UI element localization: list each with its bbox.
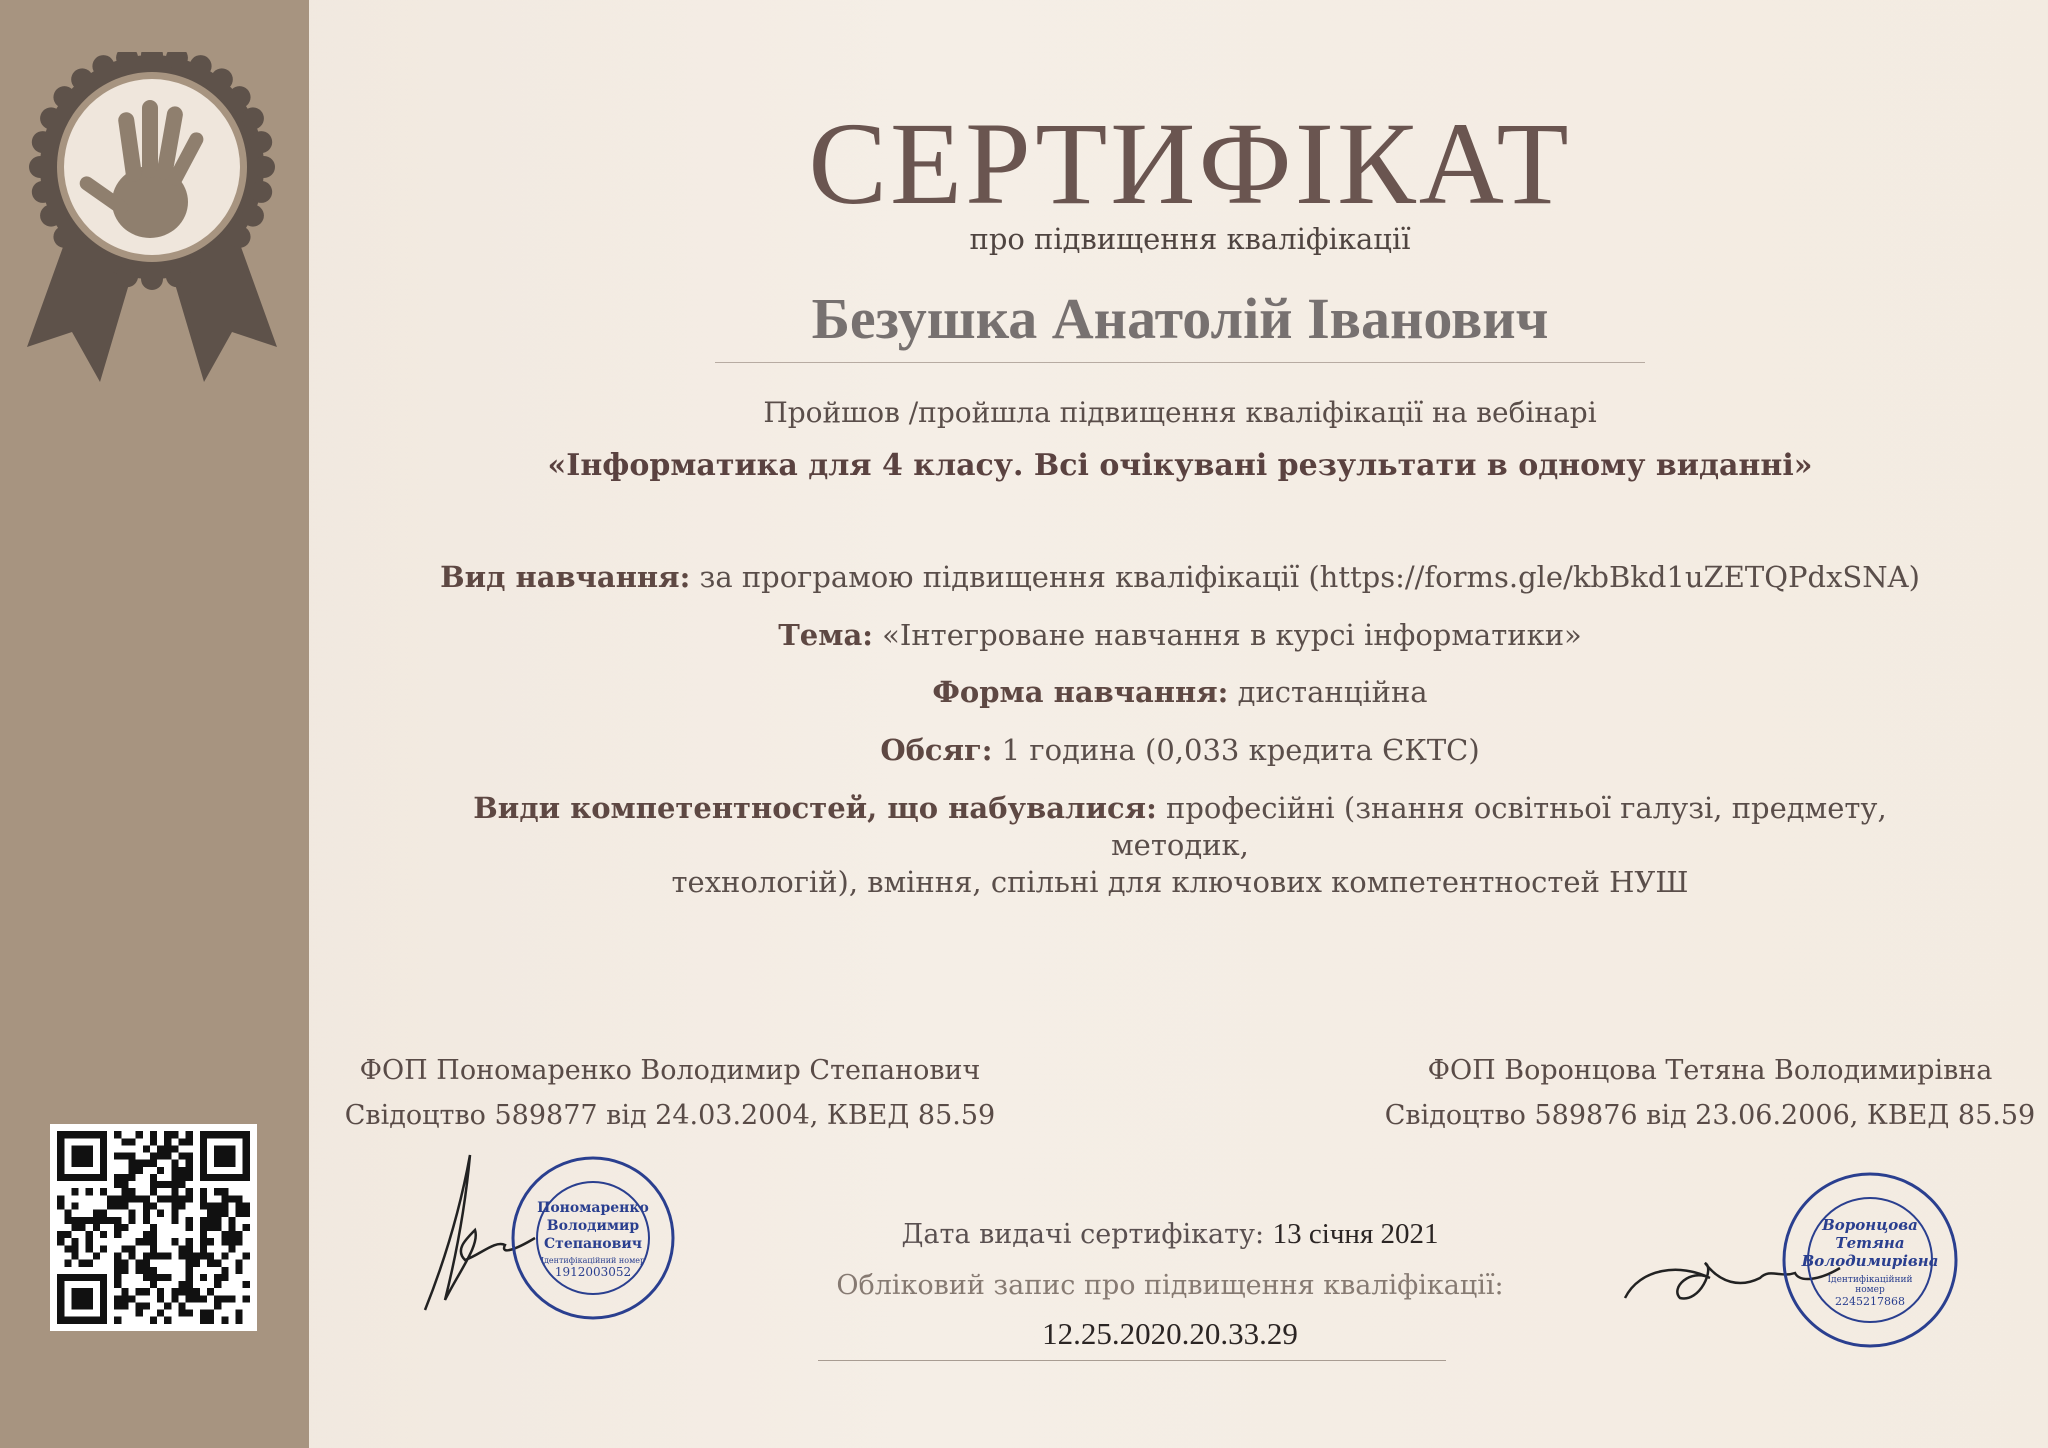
svg-text:Володимирівна: Володимирівна — [1801, 1252, 1939, 1270]
issue-date — [800, 1218, 1540, 1251]
svg-text:Ідентифікаційний номер: Ідентифікаційний номер — [540, 1256, 646, 1265]
topic-label: Тема: — [778, 618, 873, 652]
issuer-left-certificate: Свідоцтво 589877 від 24.03.2004, КВЕД 85.59 — [344, 1100, 996, 1131]
issuer-right-name: ФОП Воронцова Тетяна Володимирівна — [1427, 1055, 1993, 1086]
svg-text:Пономаренко: Пономаренко — [537, 1200, 649, 1216]
issue-date-value: 13 січня 2021 — [1272, 1218, 1439, 1250]
training-form-row — [410, 675, 1950, 709]
issuer-left-name: ФОП Пономаренко Володимир Степанович — [359, 1055, 981, 1086]
record-label: Обліковий запис про підвищення кваліфікації: — [836, 1270, 1504, 1301]
decorative-sidebar — [0, 0, 309, 1448]
issuer-right — [1340, 1055, 2048, 1145]
issuer-left — [330, 1055, 1010, 1145]
svg-text:Ідентифікаційний: Ідентифікаційний — [1827, 1275, 1913, 1285]
webinar-title: «Інформатика для 4 класу. Всі очікувані результати в одному виданні» — [547, 448, 1813, 483]
completion-statement: Пройшов /пройшла підвищення кваліфікації на вебінарі — [763, 396, 1597, 429]
volume-value: 1 година (0,033 кредита ЄКТС) — [992, 733, 1480, 767]
issue-date-label: Дата видачі сертифікату: — [901, 1219, 1265, 1250]
training-form-value: дистанційна — [1228, 675, 1428, 709]
certificate-title: СЕРТИФІКАТ — [808, 98, 1572, 229]
certificate-subtitle: про підвищення кваліфікації — [969, 222, 1411, 256]
award-badge-icon — [22, 52, 282, 392]
svg-text:Володимир: Володимир — [546, 1218, 640, 1234]
left-signature-stamp — [405, 1150, 695, 1325]
record-number: 12.25.2020.20.33.29 — [1042, 1316, 1298, 1351]
svg-text:номер: номер — [1855, 1285, 1885, 1295]
training-type-row — [410, 560, 1950, 594]
record-underline — [818, 1360, 1446, 1361]
topic-value: «Інтегроване навчання в курсі інформатики» — [872, 618, 1582, 652]
svg-text:1912003052: 1912003052 — [554, 1265, 632, 1279]
competencies-value-line1: професійні (знання освітньої галузі, предмету, методик, — [1111, 791, 1887, 862]
topic-row — [410, 618, 1950, 652]
competencies-row — [410, 790, 1950, 901]
name-underline — [715, 362, 1645, 363]
right-signature-stamp — [1620, 1168, 1960, 1358]
volume-label: Обсяг: — [880, 733, 993, 767]
svg-text:Тетяна: Тетяна — [1835, 1234, 1905, 1252]
training-type-value: за програмою підвищення кваліфікації (https://forms.gle/kbBkd1uZETQPdxSNA) — [690, 560, 1920, 594]
competencies-label: Види компетентностей, що набувалися: — [473, 791, 1157, 825]
training-type-label: Вид навчання: — [440, 560, 691, 594]
left-signature-icon — [425, 1155, 535, 1310]
competencies-value-line2: технологій), вміння, спільні для ключових компетентностей НУШ — [671, 865, 1689, 899]
left-stamp-icon — [513, 1158, 673, 1318]
training-form-label: Форма навчання: — [932, 675, 1229, 709]
right-stamp-icon — [1784, 1174, 1956, 1346]
svg-text:Воронцова: Воронцова — [1822, 1216, 1918, 1234]
qr-code-icon — [50, 1124, 257, 1331]
svg-text:Степанович: Степанович — [544, 1236, 642, 1252]
volume-row — [410, 733, 1950, 767]
recipient-name: Безушка Анатолій Іванович — [811, 286, 1549, 351]
issuer-right-certificate: Свідоцтво 589876 від 23.06.2006, КВЕД 85.59 — [1384, 1100, 2036, 1131]
svg-text:2245217868: 2245217868 — [1835, 1295, 1905, 1308]
